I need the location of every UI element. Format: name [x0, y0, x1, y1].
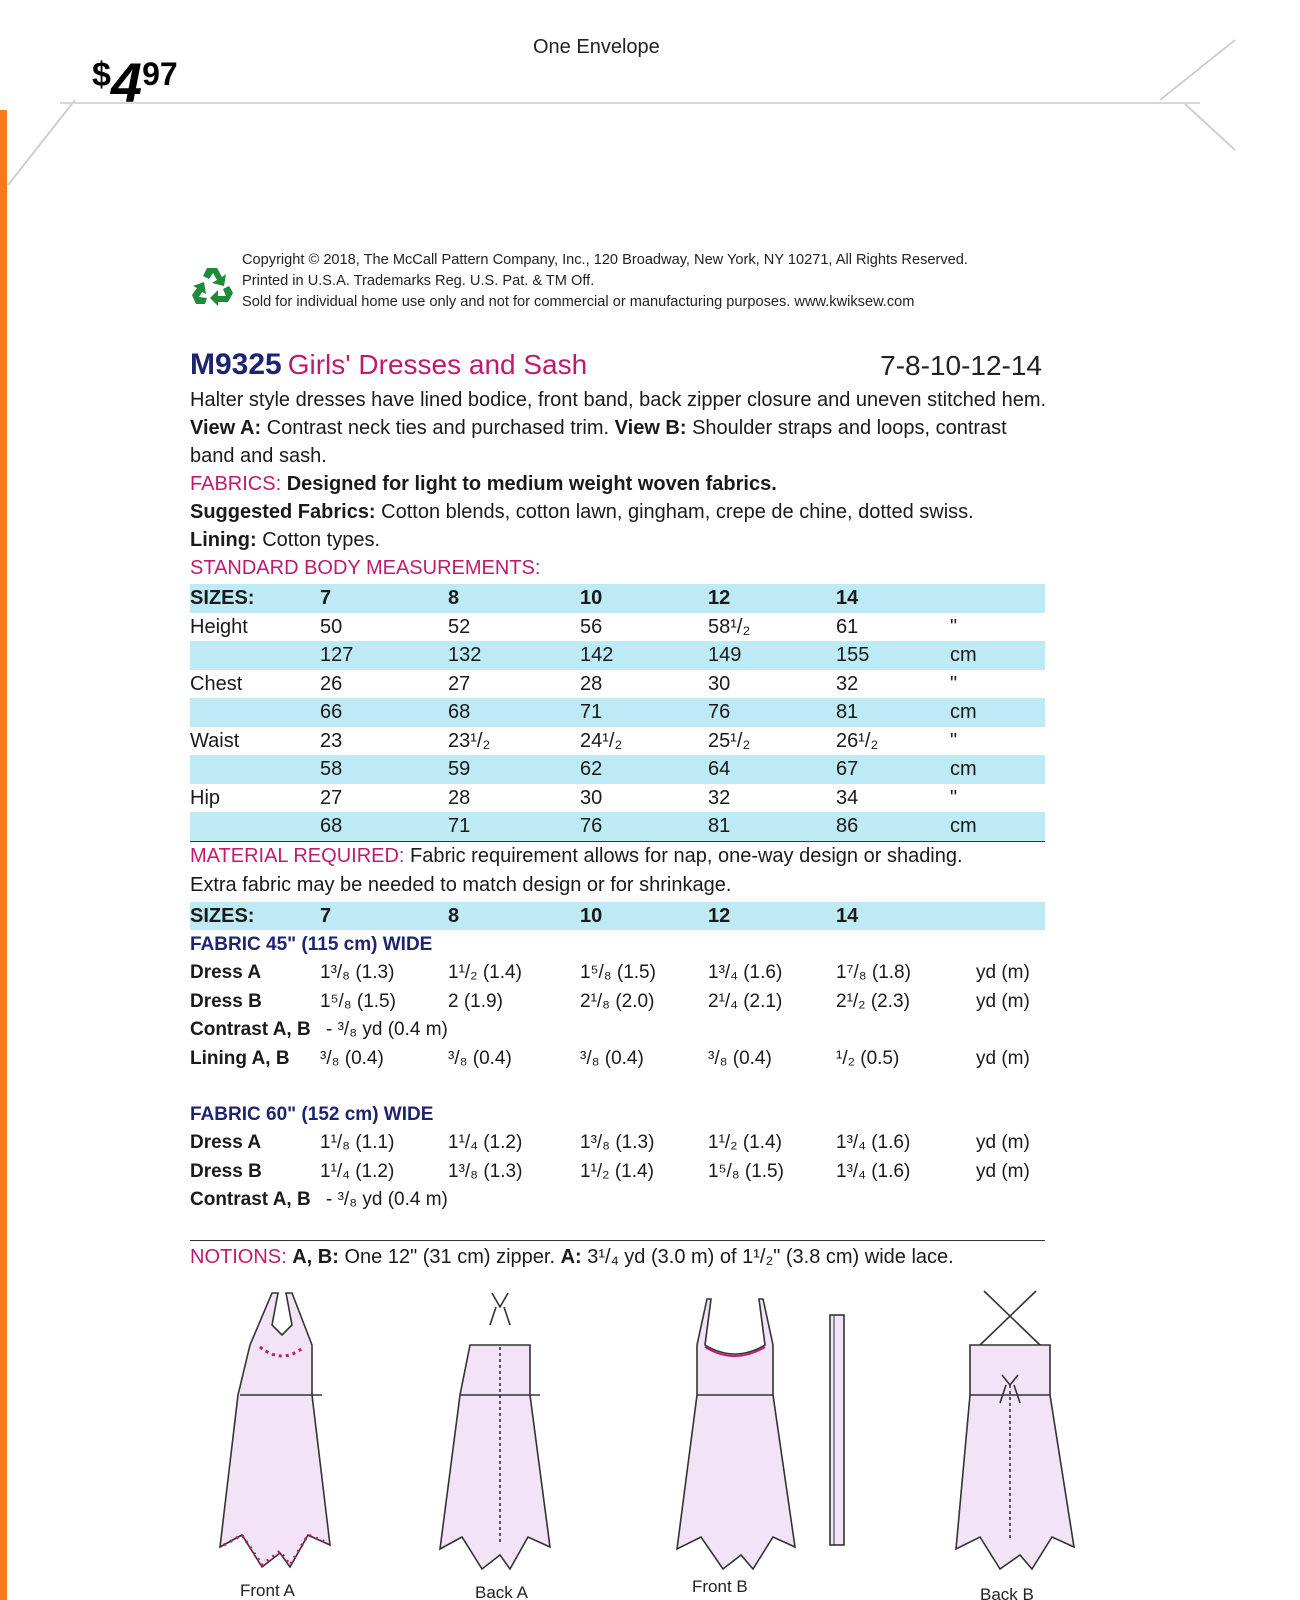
view-a-text: Contrast neck ties and purchased trim. — [266, 417, 610, 439]
measurement-value: 28 — [580, 672, 603, 695]
yardage-value: 2¹/₈ (2.0) — [580, 990, 655, 1012]
caption-back-b: Back B — [980, 1585, 1034, 1600]
yardage-value: 2 (1.9) — [448, 990, 503, 1012]
unit-label: yd (m) — [976, 1132, 1030, 1153]
measurement-value: 23 — [320, 729, 343, 752]
sash-illustration — [830, 1315, 844, 1545]
measurement-value: 26¹/₂ — [836, 729, 879, 752]
fabric-45-heading: FABRIC 45" (115 cm) WIDE — [190, 934, 433, 955]
notions-label: NOTIONS: — [190, 1245, 287, 1268]
notions-ab-text: One 12" (31 cm) zipper. — [344, 1245, 555, 1268]
unit-label: yd (m) — [976, 990, 1030, 1012]
measurement-value: 23¹/₂ — [448, 729, 491, 752]
measurement-value: 34 — [836, 786, 859, 809]
fabrics-label: FABRICS: — [190, 473, 282, 495]
measurement-value: 68 — [320, 815, 343, 837]
yardage-value: 2¹/₄ (2.1) — [708, 990, 783, 1012]
pattern-info — [190, 348, 1050, 1272]
measurement-value: 127 — [320, 644, 354, 666]
measurements-table — [190, 584, 1045, 841]
description-intro: Halter style dresses have lined bodice, front band, back zipper closure and uneven stitched hem. — [190, 389, 1047, 411]
measurement-value: 155 — [836, 644, 870, 666]
measurement-row — [190, 698, 1045, 727]
copyright-line: Copyright © 2018, The McCall Pattern Company, Inc., 120 Broadway, New York, NY 10271, All Rights Reserved. — [242, 252, 968, 268]
unit-label: cm — [950, 815, 977, 837]
view-a-label: View A: — [190, 417, 262, 439]
measurement-value: 30 — [708, 672, 731, 695]
measurement-value: 52 — [448, 615, 471, 638]
back-b-illustration — [956, 1291, 1074, 1569]
yardage-row — [190, 1185, 1045, 1214]
recycle-icon — [190, 262, 238, 310]
lining-label: Lining: — [190, 529, 257, 551]
fabrics-block — [190, 470, 1050, 582]
fabric-60-rows — [190, 1128, 1045, 1214]
measurement-value: 132 — [448, 644, 482, 666]
fabric-45-rows — [190, 958, 1045, 1072]
material-text: Fabric requirement allows for nap, one-way design or shading. — [410, 844, 963, 867]
measurement-value: 86 — [836, 815, 859, 837]
measurement-value: 30 — [580, 786, 603, 809]
row-label: Chest — [190, 672, 243, 695]
measurement-row — [190, 670, 1045, 699]
measurement-row — [190, 613, 1045, 642]
fabrics-text: Designed for light to medium weight woven fabrics. — [286, 473, 777, 495]
row-label: Contrast A, B — [190, 1189, 311, 1210]
yardage-value: 1¹/₂ (1.4) — [580, 1160, 654, 1182]
row-label: Waist — [190, 729, 240, 752]
row-label: Dress B — [190, 1160, 262, 1182]
yardage-value: ³/₈ (0.4) — [448, 1047, 512, 1069]
row-label: Height — [190, 615, 248, 638]
back-a-illustration — [440, 1293, 550, 1569]
yardage-row — [190, 987, 1045, 1016]
view-b-text: Shoulder straps and loops, contrast band and sash. — [190, 417, 1007, 467]
price-whole: 4 — [110, 51, 143, 114]
size-header: 14 — [836, 904, 859, 927]
yardage-row — [190, 1015, 1045, 1044]
measurement-value: 59 — [448, 758, 471, 780]
unit-label: " — [950, 672, 958, 695]
sizes-label: SIZES: — [190, 587, 255, 609]
row-label: Hip — [190, 786, 221, 809]
copyright-block — [242, 250, 968, 313]
measurements-sizes-row — [190, 584, 1045, 613]
copyright-line: Sold for individual home use only and not for commercial or manufacturing purposes. www.kwiksew.com — [242, 294, 915, 310]
size-header: 10 — [580, 587, 603, 609]
measurement-value: 58¹/₂ — [708, 615, 751, 638]
caption-front-a: Front A — [240, 1581, 295, 1600]
unit-label: cm — [950, 758, 977, 780]
notions-a-label: A: — [560, 1245, 582, 1268]
row-label: Dress B — [190, 990, 262, 1012]
material-required — [190, 842, 1050, 900]
price-dollar-sign: $ — [92, 56, 111, 94]
envelope-edge — [0, 0, 7, 1600]
unit-label: yd (m) — [976, 1047, 1030, 1069]
flap-corners — [0, 0, 1300, 200]
unit-label: " — [950, 786, 958, 809]
unit-label: yd (m) — [976, 1160, 1030, 1182]
measurement-value: 142 — [580, 644, 614, 666]
measurement-value: 71 — [580, 701, 603, 723]
suggested-fabrics-label: Suggested Fabrics: — [190, 501, 376, 523]
size-header: 14 — [836, 587, 859, 609]
measurement-row — [190, 641, 1045, 670]
unit-label: yd (m) — [976, 962, 1030, 983]
yardage-table — [190, 902, 1045, 1214]
measurement-value: 66 — [320, 701, 343, 723]
yardage-value: 1¹/₄ (1.2) — [448, 1132, 523, 1153]
measurement-value: 64 — [708, 758, 731, 780]
row-label: Dress A — [190, 962, 262, 983]
measurement-value: 68 — [448, 701, 471, 723]
front-a-illustration — [220, 1293, 330, 1567]
pattern-title-row — [190, 348, 1050, 386]
notions-ab-label: A, B: — [292, 1245, 339, 1268]
yardage-value: 1³/₈ (1.3) — [320, 962, 395, 983]
yardage-value: ³/₈ (0.4) — [708, 1047, 772, 1069]
measurement-value: 61 — [836, 615, 859, 638]
size-header: 12 — [708, 904, 731, 927]
front-b-illustration — [677, 1299, 795, 1569]
size-header: 7 — [320, 587, 332, 609]
measurement-value: 71 — [448, 815, 471, 837]
measurement-value: 76 — [708, 701, 731, 723]
measurement-value: 56 — [580, 615, 603, 638]
copyright-line: Printed in U.S.A. Trademarks Reg. U.S. Pat. & TM Off. — [242, 273, 595, 289]
unit-label: " — [950, 729, 958, 752]
measurement-value: 149 — [708, 644, 742, 666]
envelope-label: One Envelope — [533, 36, 660, 58]
yardage-row — [190, 1157, 1045, 1186]
yardage-sizes-row — [190, 902, 1045, 931]
contrast-note: - ³/₈ yd (0.4 m) — [326, 1019, 448, 1040]
row-label: Contrast A, B — [190, 1019, 311, 1040]
view-b-label: View B: — [614, 417, 687, 439]
caption-front-b: Front B — [692, 1577, 748, 1596]
sizes-label: SIZES: — [190, 904, 255, 927]
divider — [190, 1240, 1045, 1241]
measurement-value: 32 — [708, 786, 731, 809]
measurements-heading: STANDARD BODY MEASUREMENTS: — [190, 557, 541, 579]
pattern-description — [190, 386, 1050, 470]
yardage-value: 1⁵/₈ (1.5) — [708, 1160, 784, 1182]
yardage-value: 1¹/₄ (1.2) — [320, 1160, 395, 1182]
yardage-value: 1⁵/₈ (1.5) — [320, 990, 396, 1012]
measurement-value: 81 — [836, 701, 859, 723]
suggested-fabrics-text: Cotton blends, cotton lawn, gingham, crepe de chine, dotted swiss. — [381, 501, 974, 523]
measurement-value: 27 — [448, 672, 471, 695]
measurement-value: 50 — [320, 615, 343, 638]
unit-label: " — [950, 615, 958, 638]
material-text-2: Extra fabric may be needed to match design or for shrinkage. — [190, 873, 732, 896]
measurement-row — [190, 727, 1045, 756]
size-header: 8 — [448, 587, 460, 609]
pattern-title: Girls' Dresses and Sash — [287, 349, 588, 380]
yardage-value: 1³/₄ (1.6) — [836, 1160, 911, 1182]
measurement-value: 25¹/₂ — [708, 729, 751, 752]
measurement-value: 67 — [836, 758, 859, 780]
yardage-value: 1¹/₂ (1.4) — [708, 1132, 782, 1153]
pattern-number: M9325 — [190, 348, 282, 381]
yardage-value: 1³/₈ (1.3) — [448, 1160, 523, 1182]
yardage-value: 2¹/₂ (2.3) — [836, 990, 910, 1012]
measurement-value: 28 — [448, 786, 471, 809]
yardage-value: 1³/₄ (1.6) — [708, 962, 783, 983]
yardage-row — [190, 1044, 1045, 1073]
material-label: MATERIAL REQUIRED: — [190, 844, 405, 867]
illustrations — [200, 1285, 1100, 1600]
size-header: 10 — [580, 904, 603, 927]
notions-a-text: 3¹/₄ yd (3.0 m) of 1¹/₂" (3.8 cm) wide lace. — [587, 1245, 954, 1268]
measurement-value: 58 — [320, 758, 343, 780]
yardage-row — [190, 958, 1045, 987]
measurement-row — [190, 755, 1045, 784]
row-label: Lining A, B — [190, 1047, 290, 1069]
size-header: 12 — [708, 587, 731, 609]
row-label: Dress A — [190, 1132, 262, 1153]
measurement-value: 76 — [580, 815, 603, 837]
measurement-value: 32 — [836, 672, 859, 695]
measurement-value: 62 — [580, 758, 603, 780]
caption-back-a: Back A — [475, 1583, 528, 1600]
yardage-value: 1³/₈ (1.3) — [580, 1132, 655, 1153]
pattern-sizes: 7-8-10-12-14 — [880, 350, 1042, 381]
size-header: 8 — [448, 904, 460, 927]
yardage-value: 1³/₄ (1.6) — [836, 1132, 911, 1153]
fabric-60-heading: FABRIC 60" (152 cm) WIDE — [190, 1104, 434, 1125]
contrast-note: - ³/₈ yd (0.4 m) — [326, 1189, 448, 1210]
measurement-row — [190, 784, 1045, 813]
lining-text: Cotton types. — [262, 529, 381, 551]
unit-label: cm — [950, 644, 977, 666]
yardage-value: 1⁷/₈ (1.8) — [836, 962, 911, 983]
measurement-value: 27 — [320, 786, 343, 809]
yardage-value: 1⁵/₈ (1.5) — [580, 962, 656, 983]
yardage-value: ¹/₂ (0.5) — [836, 1047, 900, 1069]
measurement-row — [190, 812, 1045, 841]
yardage-row — [190, 1128, 1045, 1157]
measurement-value: 26 — [320, 672, 343, 695]
measurement-value: 24¹/₂ — [580, 729, 623, 752]
yardage-value: 1¹/₂ (1.4) — [448, 962, 522, 983]
price-tag — [92, 50, 178, 115]
size-header: 7 — [320, 904, 332, 927]
yardage-value: ³/₈ (0.4) — [580, 1047, 644, 1069]
yardage-value: ³/₈ (0.4) — [320, 1047, 384, 1069]
yardage-value: 1¹/₈ (1.1) — [320, 1132, 395, 1153]
notions-block — [190, 1243, 1050, 1272]
unit-label: cm — [950, 701, 977, 723]
measurement-value: 81 — [708, 815, 731, 837]
price-cents: 97 — [142, 56, 178, 92]
